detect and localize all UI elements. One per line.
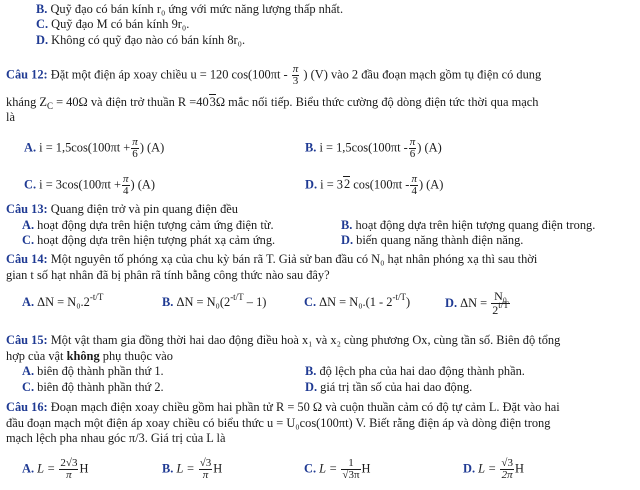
sqrt: 3 [209, 95, 216, 109]
prev-option-c [36, 17, 189, 32]
q15-option-d[interactable]: D. giá trị tần số của hai dao động. [305, 380, 473, 394]
question-text: ) (V) vào 2 đầu đoạn mạch gồm tụ điện có dung [303, 67, 542, 82]
q16-option-b[interactable]: B. L = $\frac{√3}{\pi}$ H [162, 457, 223, 481]
q16-option-c[interactable]: C. L = $\frac{1}{√3\pi}$ H [304, 457, 371, 481]
q15-line1: Câu 15: Một vật tham gia đồng thời hai dao động điều hoà x₁ và x₂ cùng phương Ox, cùng tần số. Biên độ tổng [6, 333, 561, 347]
q12-option-b[interactable]: B. i = 1,5cos(100πt - $\frac{\pi}{6}$ ) (A) [305, 136, 442, 160]
q14-line2: gian t số hạt nhân đã bị phân rã tính bằng công thức nào sau đây? [6, 268, 330, 282]
q14-option-a[interactable]: A. $\Delta N = N_0.2^{-t/T}$ [22, 292, 104, 309]
q15-line2: hợp của vật không phụ thuộc vào [6, 349, 173, 363]
q13-option-d[interactable]: D. biến quang năng thành điện năng. [341, 233, 524, 247]
option-label: B. [36, 2, 48, 16]
q15-option-a[interactable]: A. biên độ thành phần thứ 1. [22, 364, 164, 378]
q13-stem: Câu 13: Quang điện trở và pin quang điện đều [6, 202, 238, 216]
option-label: C. [36, 17, 49, 31]
option-text: Quỹ đạo có bán kính r₀ ứng với mức năng lượng thấp nhất. [50, 2, 344, 16]
q15-option-b[interactable]: B. độ lệch pha của hai dao động thành phần. [305, 364, 525, 378]
q16-line3: mạch lệch pha nhau góc π/3. Giá trị của L là [6, 431, 226, 445]
prev-option-d [36, 33, 245, 48]
q12-line1 [6, 64, 541, 87]
question-number: Câu 12: [6, 67, 48, 82]
q12-line2: kháng $Z_C = 40\Omega$ và điện trở thuần R =403Ω mắc nối tiếp. Biểu thức cường độ dòng điện tức thời qua mạch [6, 95, 539, 111]
q16-option-a[interactable]: A. L = $\frac{2√3}{\pi}$ H [22, 457, 89, 481]
q14-line1: Câu 14: Một nguyên tố phóng xạ của chu kỳ bán rã T. Giả sử ban đầu có N₀ hạt nhân phóng xạ thì sau thời [6, 252, 538, 266]
q14-option-b[interactable]: B. $\Delta N = N_0(2^{-t/T} - 1)$ [162, 292, 267, 309]
option-text: Quỹ đạo M có bán kính 9r₀. [51, 17, 190, 31]
q14-option-c[interactable]: C. $\Delta N = N_0.(1 - 2^{-t/T})$ [304, 292, 411, 309]
question-text: Đặt một điện áp xoay chiều u = 120 cos(100πt - [50, 67, 288, 82]
q13-option-b[interactable]: B. hoạt động dựa trên hiện tượng quang điện trong. [341, 218, 596, 232]
prev-option-b [36, 2, 343, 17]
q16-line2: đầu đoạn mạch một điện áp xoay chiều có biểu thức u = U₀cos(100πt) V. Biết rằng điện áp và dòng điện trong [6, 416, 551, 430]
fraction: $\frac{\pi}{3}$ [292, 63, 299, 87]
q12-option-d[interactable]: D. i = 32 cos(100πt - $\frac{\pi}{4}$ ) (A) [305, 173, 444, 197]
q13-option-a[interactable]: A. hoạt động dựa trên hiện tượng cảm ứng điện từ. [22, 218, 274, 232]
q12-option-a[interactable]: A. i = 1,5cos(100πt + $\frac{\pi}{6}$ ) (A) [24, 136, 165, 160]
q16-line1: Câu 16: Đoạn mạch điện xoay chiều gồm hai phần tử R = 50 Ω và cuộn thuần cảm có độ tự cảm L. Đặt vào hai [6, 400, 560, 414]
option-text: Không có quỹ đạo nào có bán kính 8r₀. [51, 33, 246, 47]
q12-line3: là [6, 110, 15, 124]
q13-option-c[interactable]: C. hoạt động dựa trên hiện tượng phát xạ cảm ứng. [22, 233, 276, 247]
q15-option-c[interactable]: C. biên độ thành phần thứ 2. [22, 380, 164, 394]
q12-option-c[interactable]: C. i = 3cos(100πt + $\frac{\pi}{4}$ ) (A) [24, 173, 155, 197]
q16-option-d[interactable]: D. L = $\frac{√3}{2\pi}$ H [463, 457, 524, 481]
option-label: D. [36, 33, 49, 47]
q14-option-d[interactable]: D. ΔN = $\frac{\text{N₀}}{2^{t/T}}$ [445, 289, 509, 317]
